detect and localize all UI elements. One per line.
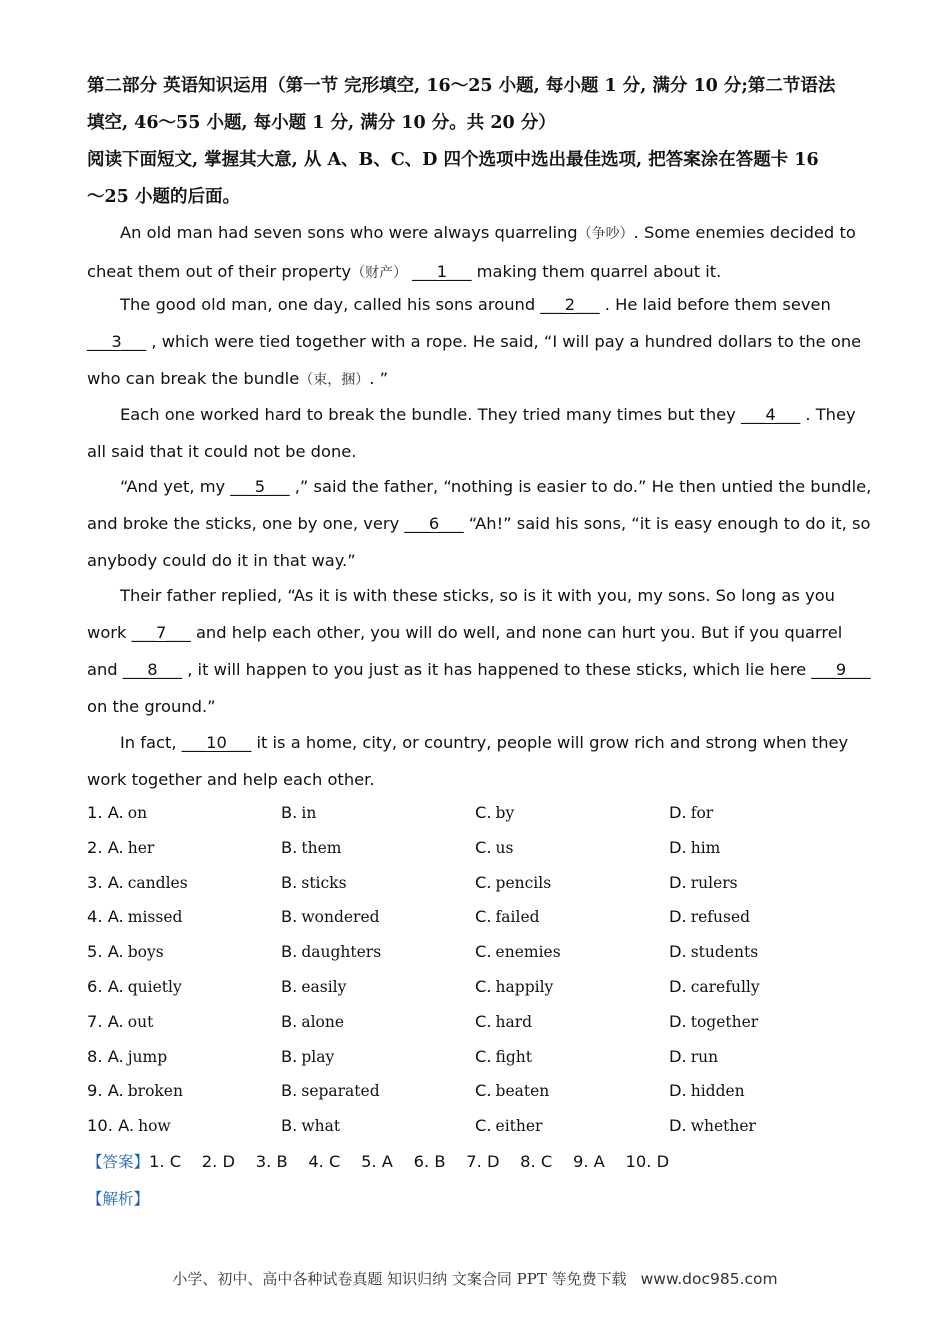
option-d — [669, 1012, 758, 1032]
option-d — [669, 1081, 745, 1101]
option-a — [87, 838, 154, 858]
option-text: for — [690, 804, 714, 822]
blank-6: ___6___ — [404, 514, 464, 533]
option-text: students — [690, 943, 759, 962]
option-label: 5. A. — [87, 942, 124, 962]
option-text: beaten — [495, 1082, 550, 1101]
option-label: C. — [475, 837, 492, 857]
passage-text: . ” — [369, 369, 389, 388]
option-text: separated — [301, 1082, 380, 1101]
option-a — [87, 907, 182, 927]
blank-1: ___1___ — [412, 262, 472, 281]
option-text: boys — [127, 943, 164, 962]
option-text: daughters — [301, 943, 382, 962]
blank-2: ___2___ — [540, 295, 600, 314]
option-row — [87, 907, 867, 942]
option-b — [281, 838, 341, 858]
chinese-gloss: （财产） — [351, 265, 408, 281]
option-label: D. — [669, 872, 687, 892]
option-a — [87, 1012, 153, 1032]
option-text: refused — [690, 908, 751, 927]
option-text: him — [690, 838, 721, 857]
option-text: her — [127, 838, 155, 857]
passage-text: . He laid before them seven — [599, 295, 831, 314]
option-label: C. — [475, 942, 492, 962]
option-label: C. — [475, 1011, 492, 1031]
option-label: C. — [475, 872, 492, 892]
option-text: on — [127, 804, 148, 822]
heading-line: 填空, 46～55 小题, 每小题 1 分, 满分 10 分。共 20 分） — [87, 113, 556, 133]
option-row — [87, 1116, 867, 1151]
option-label: 4. A. — [87, 907, 124, 927]
passage-text: In fact, — [120, 733, 182, 752]
option-label: D. — [669, 1116, 687, 1136]
option-d — [669, 838, 720, 858]
option-row — [87, 942, 867, 977]
option-row — [87, 838, 867, 873]
option-text: wondered — [301, 908, 380, 927]
option-label: B. — [281, 977, 298, 996]
passage-text: it is a home, city, or country, people will grow rich and strong when they work together and help each other. — [87, 733, 849, 789]
option-label: B. — [281, 1116, 298, 1136]
option-row — [87, 803, 867, 838]
option-label: B. — [281, 1046, 298, 1066]
passage-text: making them quarrel about it. — [471, 262, 722, 281]
option-text: whether — [690, 1117, 756, 1136]
option-label: B. — [281, 907, 298, 927]
option-label: D. — [669, 803, 687, 822]
option-row — [87, 977, 867, 1012]
option-text: them — [301, 838, 342, 857]
option-label: B. — [281, 872, 298, 892]
option-b — [281, 873, 347, 893]
instruction-line: ～25 小题的后面。 — [87, 187, 240, 207]
option-c — [475, 907, 540, 927]
option-text: how — [138, 1117, 171, 1136]
option-b — [281, 1047, 334, 1067]
option-c — [475, 942, 561, 962]
passage-paragraph-3 — [87, 396, 872, 470]
option-label: C. — [475, 1116, 492, 1136]
passage-text: Their father replied, “As it is with these sticks, so is it with you, my sons. So long as you work — [87, 586, 835, 642]
page-footer — [0, 1268, 950, 1289]
option-label: B. — [281, 1081, 298, 1101]
option-b — [281, 977, 346, 997]
option-text: jump — [127, 1047, 168, 1066]
option-label: 6. A. — [87, 977, 124, 996]
option-b — [281, 803, 316, 823]
blank-8: ___8___ — [122, 660, 183, 679]
option-label: D. — [669, 942, 687, 962]
option-text: quietly — [127, 978, 182, 996]
chinese-gloss: （束，捆） — [299, 372, 370, 388]
option-text: broken — [127, 1082, 183, 1101]
option-c — [475, 803, 514, 823]
option-label: D. — [669, 907, 687, 927]
option-c — [475, 1047, 532, 1067]
option-text: happily — [495, 978, 554, 996]
option-label: 10. A. — [87, 1116, 135, 1136]
passage-text: and help each other, you will do well, and none can hurt you. But if you quarrel and — [87, 623, 843, 679]
passage-text: “And yet, my — [120, 477, 231, 496]
option-text: alone — [301, 1012, 345, 1031]
option-label: 7. A. — [87, 1011, 124, 1031]
option-text: what — [301, 1117, 341, 1136]
option-c — [475, 873, 551, 893]
passage-paragraph-5 — [87, 577, 872, 725]
option-d — [669, 873, 738, 893]
option-label: B. — [281, 1011, 298, 1031]
option-text: in — [301, 804, 317, 822]
option-label: C. — [475, 803, 492, 822]
chinese-gloss: （争吵） — [577, 226, 634, 242]
option-label: C. — [475, 977, 492, 996]
option-text: pencils — [495, 873, 552, 892]
option-a — [87, 873, 188, 893]
option-b — [281, 907, 380, 927]
option-c — [475, 977, 553, 997]
analysis-tag: 【解析】 — [87, 1190, 150, 1208]
option-text: hidden — [690, 1082, 745, 1101]
option-label: B. — [281, 942, 298, 962]
option-a — [87, 1047, 167, 1067]
blank-5: ___5___ — [230, 477, 290, 496]
passage-paragraph-1 — [87, 214, 872, 292]
option-text: rulers — [690, 873, 738, 892]
option-d — [669, 942, 758, 962]
section-heading — [87, 68, 867, 216]
option-label: D. — [669, 1011, 687, 1031]
option-b — [281, 1012, 344, 1032]
option-text: run — [690, 1047, 719, 1066]
option-row — [87, 1012, 867, 1047]
option-text: carefully — [690, 978, 760, 996]
option-text: fight — [495, 1047, 533, 1066]
option-text: failed — [495, 908, 540, 927]
option-text: together — [690, 1012, 759, 1031]
analysis-line — [87, 1186, 149, 1213]
passage-text: , it will happen to you just as it has happened to these sticks, which lie here — [182, 660, 812, 679]
blank-9: ___9___ — [811, 660, 871, 679]
option-text: missed — [127, 908, 183, 927]
passage-text: Each one worked hard to break the bundle. They tried many times but they — [120, 405, 741, 424]
option-label: 3. A. — [87, 872, 124, 892]
option-d — [669, 1047, 718, 1067]
option-label: D. — [669, 1081, 687, 1101]
passage-text: ,” said the father, “nothing is easier to do.” He then untied the bundle, and broke the sticks, one by one, very — [87, 477, 872, 533]
option-d — [669, 1116, 756, 1136]
answer-line — [87, 1149, 669, 1175]
blank-3: ___3___ — [87, 332, 147, 351]
passage-text: . Some enemies decided to cheat them out of their property — [87, 223, 856, 281]
option-b — [281, 942, 381, 962]
heading-line: 第二部分 英语知识运用（第一节 完形填空, 16～25 小题, 每小题 1 分, 满分 10 分;第二节语法 — [87, 76, 836, 96]
instruction-line: 阅读下面短文, 掌握其大意, 从 A、B、C、D 四个选项中选出最佳选项, 把答案涂在答题卡 16 — [87, 150, 819, 170]
option-label: 9. A. — [87, 1081, 124, 1101]
blank-7: ___7___ — [131, 623, 191, 642]
option-row — [87, 1047, 867, 1082]
option-a — [87, 803, 147, 823]
option-a — [87, 1116, 171, 1136]
passage-text: on the ground.” — [87, 697, 216, 716]
option-text: hard — [495, 1012, 533, 1031]
option-b — [281, 1081, 380, 1101]
passage-paragraph-4 — [87, 468, 872, 579]
option-label: B. — [281, 803, 298, 822]
option-d — [669, 803, 713, 823]
option-text: play — [301, 1047, 335, 1066]
option-c — [475, 1081, 549, 1101]
option-text: out — [127, 1012, 154, 1031]
option-label: C. — [475, 1046, 492, 1066]
blank-10: ___10___ — [181, 733, 252, 752]
passage-text: The good old man, one day, called his sons around — [120, 295, 541, 314]
passage-paragraph-2 — [87, 286, 872, 399]
option-a — [87, 1081, 183, 1101]
option-label: D. — [669, 1046, 687, 1066]
footer-url[interactable]: www.doc985.com — [640, 1270, 778, 1288]
passage-paragraph-6 — [87, 724, 872, 798]
answer-tag: 【答案】 — [87, 1153, 150, 1171]
option-c — [475, 1012, 532, 1032]
option-d — [669, 907, 750, 927]
passage-text: . They all said that it could not be done. — [87, 405, 856, 461]
option-text: easily — [301, 978, 347, 996]
option-label: 8. A. — [87, 1046, 124, 1066]
passage-text: “Ah!” said his sons, “it is easy enough to do it, so anybody could do it in that way.” — [87, 514, 871, 570]
answer-text: 1. C 2. D 3. B 4. C 5. A 6. B 7. D 8. C 9. A 10. D — [149, 1152, 670, 1171]
option-label: D. — [669, 837, 687, 857]
option-d — [669, 977, 760, 997]
option-label: C. — [475, 907, 492, 927]
passage-text: , which were tied together with a rope. He said, “I will pay a hundred dollars to the one who can break the bundle — [87, 332, 862, 388]
option-row — [87, 873, 867, 908]
option-text: by — [495, 804, 515, 822]
option-label: B. — [281, 837, 298, 857]
passage-text: An old man had seven sons who were always quarreling — [120, 223, 578, 242]
option-text: sticks — [301, 873, 347, 892]
option-text: either — [495, 1117, 543, 1136]
option-a — [87, 942, 164, 962]
blank-4: ___4___ — [741, 405, 801, 424]
option-b — [281, 1116, 340, 1136]
footer-text: 小学、初中、高中各种试卷真题 知识归纳 文案合同 PPT 等免费下载 — [172, 1270, 627, 1288]
option-text: candles — [127, 873, 188, 892]
option-c — [475, 838, 513, 858]
option-text: us — [495, 838, 514, 857]
option-row — [87, 1081, 867, 1116]
option-c — [475, 1116, 542, 1136]
option-label: 2. A. — [87, 837, 124, 857]
option-label: 1. A. — [87, 803, 124, 822]
option-a — [87, 977, 182, 997]
option-label: D. — [669, 977, 687, 996]
option-label: C. — [475, 1081, 492, 1101]
option-text: enemies — [495, 943, 561, 962]
